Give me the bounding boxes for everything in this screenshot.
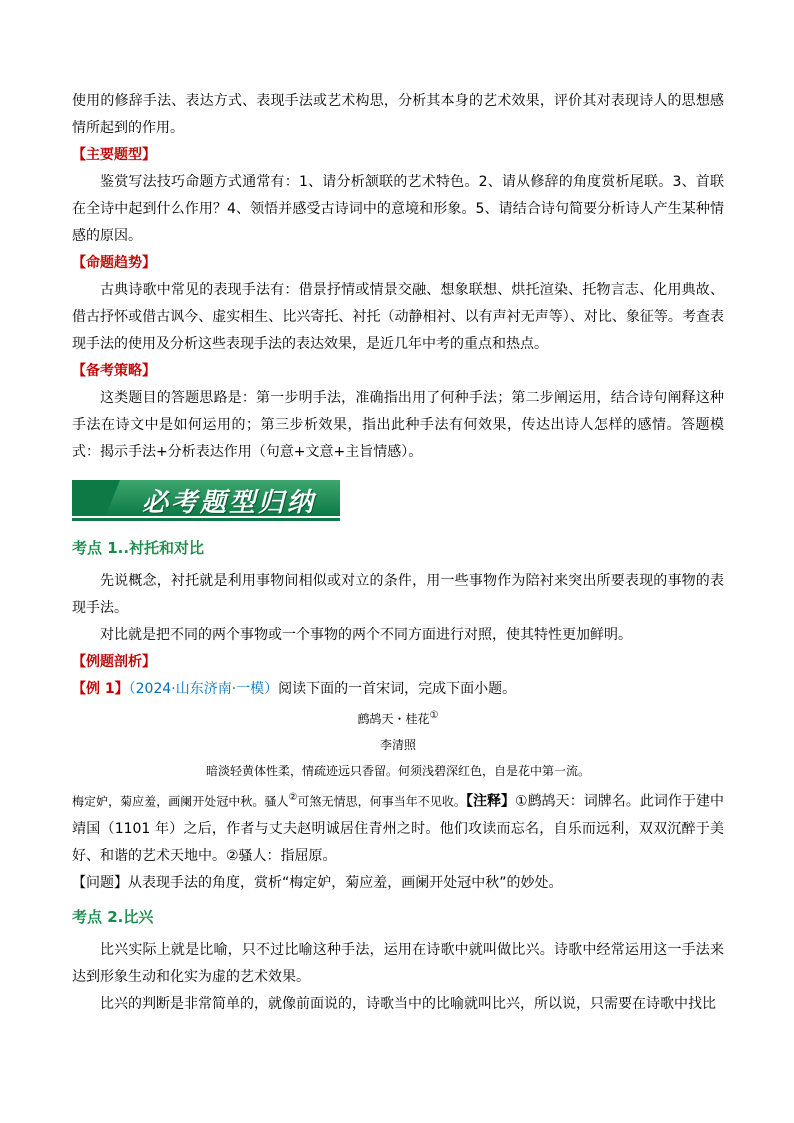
poem-title-note: ① <box>429 710 439 721</box>
poem-line-2-with-notes <box>72 784 724 870</box>
trend-text: 古典诗歌中常见的表现手法有：借景抒情或情景交融、想象联想、烘托渲染、托物言志、化用典故、借古抒怀或借古讽今、虚实相生、比兴寄托、衬托（动静相衬、以有声衬无声等）、对比、象征等。考查表现手法的使用及分析这些表现手法的表达效果，是近几年中考的重点和热点。 <box>72 282 724 352</box>
kp2-paragraph-1: 比兴实际上就是比喻，只不过比喻这种手法，运用在诗歌中就叫做比兴。诗歌中经常运用这一手法来达到形象生动和化实为虚的艺术效果。 <box>72 941 724 985</box>
main-types-tag: 【主要题型】 <box>72 147 156 163</box>
kp1-title: 考点 1..衬托和对比 <box>72 539 205 557</box>
poem-line-2a: 梅定妒，菊应羞，画阑开处冠中秋。骚人 <box>72 794 289 809</box>
trend-tag: 【命题趋势】 <box>72 255 156 271</box>
intro-paragraph: 使用的修辞手法、表达方式、表现手法或艺术构思，分析其本身的艺术效果，评价其对表现诗人的思想感情所起到的作用。 <box>72 93 724 136</box>
example-1-line <box>72 676 724 703</box>
kp2-paragraph-2: 比兴的判断是非常简单的，就像前面说的，诗歌当中的比喻就叫比兴，所以说，只需要在诗歌中找比 <box>100 995 716 1012</box>
note-text: ①鹧鸪天：词牌名。此词作于建中靖国（1101 年）之后，作者与丈夫赵明诚居住青州之时。他们攻读而忘名，自乐而远利，双双沉醉于美好、和谐的艺术天地中。②骚人：指屈原。 <box>72 793 724 864</box>
kp2-title: 考点 2.比兴 <box>72 907 154 926</box>
poem-line-1: 暗淡轻黄体性柔，情疏迹远只香留。何须浅碧深红色，自是花中第一流。 <box>205 764 590 778</box>
poem-title-text: 鹧鸪天・桂花 <box>357 712 430 726</box>
poem-title <box>72 703 724 732</box>
poem-line-2b: 可煞无情思，何事当年不见收。 <box>297 794 466 809</box>
kp1-paragraph-1: 先说概念，衬托就是利用事物间相似或对立的条件，用一些事物作为陪衬来突出所要表现的事物的表现手法。 <box>72 573 724 616</box>
poem-author: 李清照 <box>379 738 416 752</box>
section-banner <box>72 480 724 524</box>
poem-line-2-note: ② <box>288 792 298 803</box>
strategy-tag: 【备考策略】 <box>72 363 156 379</box>
question-text: 【问题】从表现手法的角度，赏析“梅定妒，菊应羞，画阑开处冠中秋”的妙处。 <box>72 874 563 891</box>
note-label: 【注释】 <box>465 793 516 810</box>
example-label: 【例 1】 <box>72 681 129 697</box>
kp1-paragraph-2: 对比就是把不同的两个事物或一个事物的两个不同方面进行对照，使其特性更加鲜明。 <box>100 627 632 643</box>
document-page <box>72 88 724 1018</box>
example-prompt: 阅读下面的一首宋词，完成下面小题。 <box>278 681 517 697</box>
example-analysis-tag: 【例题剖析】 <box>72 654 156 670</box>
example-source: （2024·山东济南·一模） <box>128 681 279 697</box>
strategy-text: 这类题目的答题思路是：第一步明手法，准确指出用了何种手法；第二步阐运用，结合诗句阐释这种手法在诗文中是如何运用的；第三步析效果，指出此种手法有何效果，传达出诗人怎样的感情。答题模式：揭示手法+分析表达作用（句意+文意+主旨情感）。 <box>72 390 724 460</box>
main-types-text: 鉴赏写法技巧命题方式通常有：1、请分析颔联的艺术特色。2、请从修辞的角度赏析尾联。3、首联在全诗中起到什么作用？4、领悟并感受古诗词中的意境和形象。5、请结合诗句简要分析诗人产生某种情感的原因。 <box>72 174 724 244</box>
banner-title: 必考题型归纳 <box>142 488 317 518</box>
